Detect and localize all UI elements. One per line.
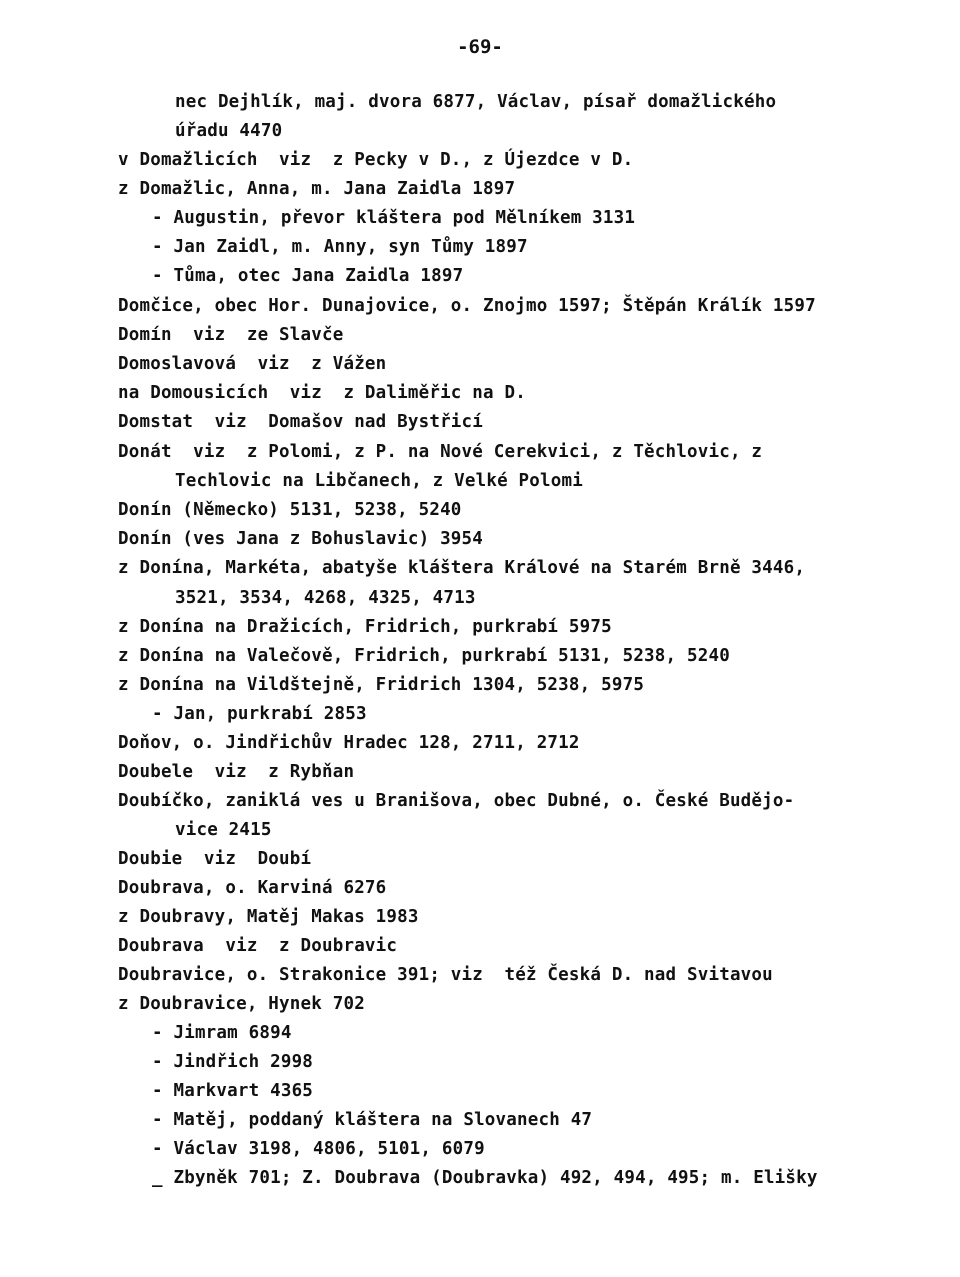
index-line: - Jimram 6894 — [152, 1023, 292, 1043]
index-line: Doubie viz Doubí — [118, 849, 312, 869]
index-line: - Tůma, otec Jana Zaidla 1897 — [152, 266, 464, 286]
index-line: Domčice, obec Hor. Dunajovice, o. Znojmo 1597; Štěpán Králík 1597 — [118, 296, 816, 316]
index-line: 3521, 3534, 4268, 4325, 4713 — [175, 588, 476, 608]
index-line: _ Zbyněk 701; Z. Doubrava (Doubravka) 492, 494, 495; m. Elišky — [152, 1168, 818, 1188]
index-line: - Jan, purkrabí 2853 — [152, 704, 367, 724]
index-line: z Donína, Markéta, abatyše kláštera Králové na Starém Brně 3446, — [118, 558, 806, 578]
index-line: z Donína na Vildštejně, Fridrich 1304, 5238, 5975 — [118, 675, 645, 695]
index-line: - Markvart 4365 — [152, 1081, 314, 1101]
index-line: Domstat viz Domašov nad Bystřicí — [118, 412, 484, 432]
index-line: úřadu 4470 — [175, 121, 283, 141]
index-line: Domoslavová viz z Vážen — [118, 354, 387, 374]
index-line: z Donína na Dražicích, Fridrich, purkrabí 5975 — [118, 617, 612, 637]
index-line: Donát viz z Polomi, z P. na Nové Cerekvici, z Těchlovic, z — [118, 442, 763, 462]
index-line: Doubele viz z Rybňan — [118, 762, 355, 782]
index-line: Domín viz ze Slavče — [118, 325, 344, 345]
index-line: Doubrava, o. Karviná 6276 — [118, 878, 387, 898]
index-line: z Domažlic, Anna, m. Jana Zaidla 1897 — [118, 179, 516, 199]
index-line: - Václav 3198, 4806, 5101, 6079 — [152, 1139, 485, 1159]
index-line: Doubíčko, zaniklá ves u Branišova, obec Dubné, o. České Buděјo- — [118, 791, 795, 811]
index-line: - Matěj, poddaný kláštera na Slovanech 47 — [152, 1110, 593, 1130]
index-line: Techlovic na Libčanech, z Velké Polomi — [175, 471, 583, 491]
index-line: Doubravice, o. Strakonice 391; viz též Česká D. nad Svitavou — [118, 965, 773, 985]
index-line: Donín (Německo) 5131, 5238, 5240 — [118, 500, 462, 520]
index-line: z Doubravy, Matěj Makas 1983 — [118, 907, 419, 927]
index-line: Doubrava viz z Doubravic — [118, 936, 398, 956]
index-line: vice 2415 — [175, 820, 272, 840]
index-line: Donín (ves Jana z Bohuslavic) 3954 — [118, 529, 484, 549]
index-line: z Doubravice, Hynek 702 — [118, 994, 365, 1014]
page-number: -69- — [457, 36, 503, 58]
index-line: - Augustin, převor kláštera pod Mělníkem 3131 — [152, 208, 636, 228]
index-line: - Jindřich 2998 — [152, 1052, 314, 1072]
index-line: z Donína na Valečově, Fridrich, purkrabí 5131, 5238, 5240 — [118, 646, 730, 666]
index-line: Doňov, o. Jindřichův Hradec 128, 2711, 2712 — [118, 733, 580, 753]
index-line: na Domousicích viz z Daliměřic na D. — [118, 383, 526, 403]
index-line: v Domažlicích viz z Pecky v D., z Újezdce v D. — [118, 150, 634, 170]
index-line: nec Dejhlík, maj. dvora 6877, Václav, písař domažlického — [175, 92, 777, 112]
index-line: - Jan Zaidl, m. Anny, syn Tůmy 1897 — [152, 237, 528, 257]
